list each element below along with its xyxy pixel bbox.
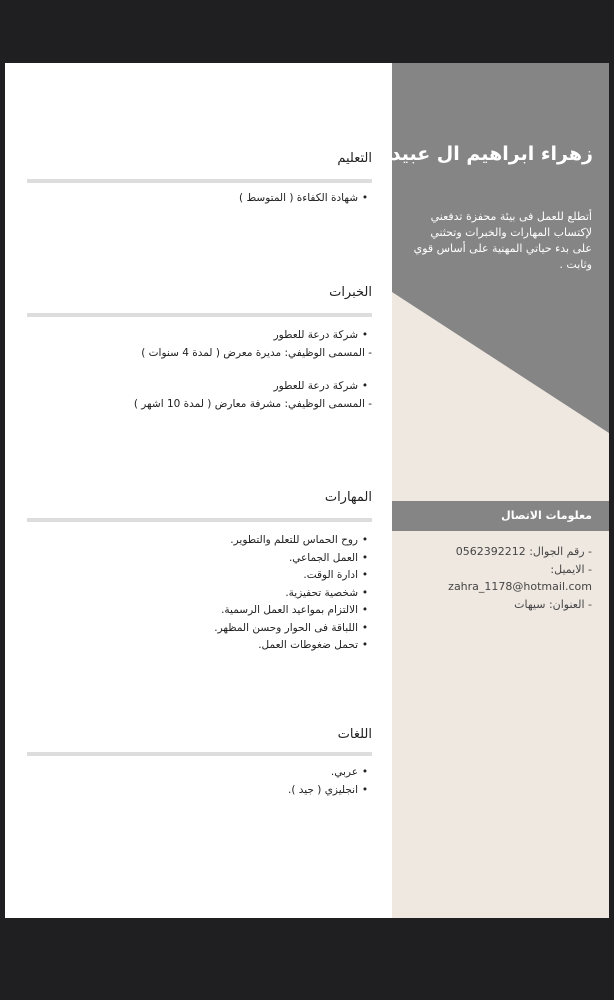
bullet-icon: •: [361, 380, 369, 392]
bullet-icon: •: [361, 551, 369, 564]
candidate-name: زهراء ابراهيم ال عبيد: [390, 143, 593, 165]
list-item: •اللباقة فى الحوار وحسن المظهر.: [27, 620, 372, 638]
bullet-icon: •: [361, 329, 369, 341]
sidebar: [392, 63, 609, 918]
list-item: •عربي.: [27, 764, 372, 782]
bullet-icon: •: [361, 534, 369, 546]
list-item: •الالتزام بمواعيد العمل الرسمية.: [27, 602, 372, 620]
skills-divider: [27, 518, 372, 522]
bullet-icon: •: [361, 569, 369, 581]
languages-divider: [27, 752, 372, 756]
main-column: [5, 63, 392, 918]
list-item: •ادارة الوقت.: [27, 567, 372, 585]
bullet-icon: •: [361, 621, 369, 634]
contact-header: [392, 501, 609, 531]
bullet-icon: •: [361, 639, 369, 651]
experience-list: [27, 327, 372, 429]
experience-role: - المسمى الوظيفي: مشرفة معارض ( لمدة 10 اشهر ): [133, 397, 372, 410]
resume-page: [5, 63, 609, 918]
skills-title: المهارات: [324, 490, 372, 505]
contact-phone: - رقم الجوال: 0562392212: [455, 545, 592, 558]
languages-title: اللغات: [337, 727, 372, 742]
list-item: •شخصية تحفيزية.: [27, 585, 372, 603]
bullet-icon: •: [361, 766, 369, 778]
education-divider: [27, 179, 372, 183]
bullet-icon: •: [361, 604, 369, 616]
experience-company: شركة درعة للعطور: [273, 329, 358, 341]
experience-company: شركة درعة للعطور: [273, 380, 358, 392]
contact-email[interactable]: zahra_1178@hotmail.com: [448, 580, 592, 593]
experience-role: - المسمى الوظيفي: مديرة معرض ( لمدة 4 سنوات ): [141, 346, 372, 359]
list-item: [27, 327, 372, 362]
career-objective: أتطلع للعمل فى بيئة محفزة تدفعني لإكتساب المهارات والخبرات وتحثني على بدء حياتي المهنية على أساس قوي وثابت .: [413, 210, 592, 271]
bullet-icon: •: [361, 783, 369, 796]
contact-title: معلومات الاتصال: [501, 509, 592, 522]
list-item: [27, 378, 372, 413]
list-item: •شهادة الكفاءة ( المتوسط ): [27, 190, 372, 208]
contact-email-label: - الايميل:: [550, 562, 592, 576]
skills-list: [27, 532, 372, 655]
contact-list: [412, 543, 592, 613]
list-item: •انجليزي ( جيد ).: [27, 782, 372, 800]
education-title: التعليم: [337, 151, 372, 166]
list-item: •تحمل ضغوطات العمل.: [27, 637, 372, 655]
experience-title: الخبرات: [329, 285, 372, 300]
experience-divider: [27, 313, 372, 317]
languages-list: [27, 764, 372, 799]
list-item: •روح الحماس للتعلم والتطوير.: [27, 532, 372, 550]
contact-address: - العنوان: سيهات: [514, 597, 592, 611]
bullet-icon: •: [361, 586, 369, 599]
bullet-icon: •: [361, 192, 369, 204]
list-item: •العمل الجماعي.: [27, 550, 372, 568]
education-list: [27, 190, 372, 208]
